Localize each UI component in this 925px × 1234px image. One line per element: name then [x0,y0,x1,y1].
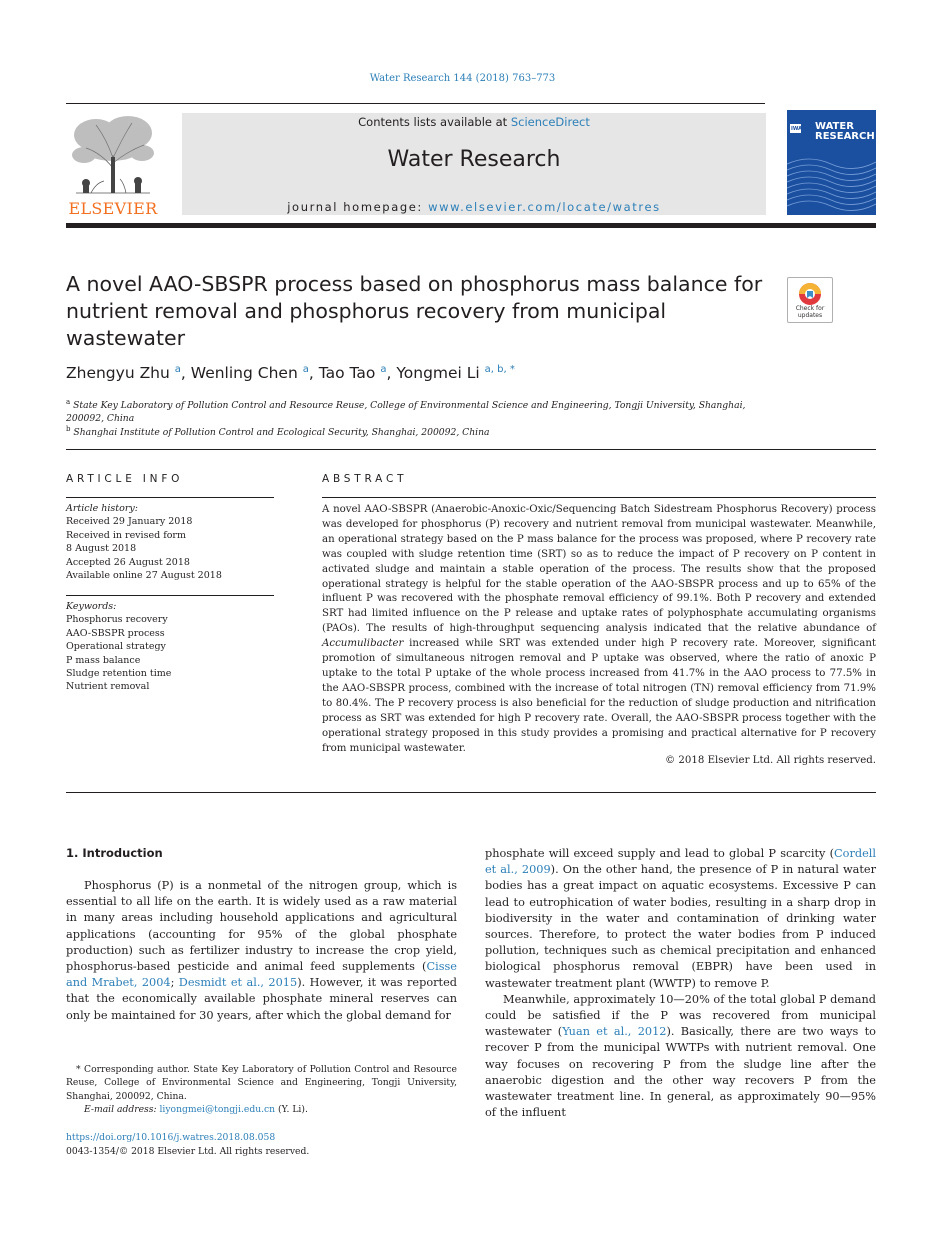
author-affiliation-mark[interactable]: a [174,364,181,375]
article-info-heading: ARTICLE INFO [66,473,184,485]
keyword: Operational strategy [66,641,166,653]
email-link[interactable]: liyongmei@tongji.edu.cn [159,1103,276,1115]
author-separator: , [308,364,319,383]
history-item: Received in revised form [66,529,186,541]
email-suffix: (Y. Li). [275,1103,308,1115]
author-name[interactable]: Tao Tao [318,364,376,383]
intro-text: ). On the other hand, the presence of P in natural water bodies has a great impact on aquatic ecosystems. Excessive P can lead to eutrophication of water bodies, resulting in a sharp drop in biodiversity in the water and contamination of drinking water sources. Therefore, to protect the water bodies from P induced pollution, techniques such as chemical precipitation and enhanced biological phosphorus removal (EBPR) have been used in wastewater treatment plant (WWTP) to remove P. [485,863,876,990]
abstract-italic-term: Accumulibacter [322,638,404,650]
keyword: AAO-SBSPR process [66,627,165,639]
history-label: Article history: [66,503,138,514]
section-heading: 1. Introduction [66,846,163,860]
intro-text: ). However, it was reported that the economically available phosphate mineral reserves can only be maintained for 30 years, after which the global demand for [66,976,457,1022]
journal-citation[interactable]: Water Research 144 (2018) 763–773 [369,73,556,84]
corresponding-footnote [66,1063,457,1116]
abstract-copyright: © 2018 Elsevier Ltd. All rights reserved. [664,755,876,766]
contents-line [182,115,766,129]
history-item: Available online 27 August 2018 [66,570,222,582]
intro-text: Phosphorus (P) is a nonmetal of the nitrogen group, which is essential to all life on the earth. It is widely used as a raw material in many areas including household applications and agricultural applications (accounting for 95% of the global phosphate production) such as fertilizer industry to increase the crop yield, phosphorus-based pesticide and animal feed supplements ( [66,879,457,974]
intro-text: phosphate will exceed supply and lead to global P scarcity ( [485,847,834,860]
keyword: Phosphorus recovery [66,614,168,626]
divider [66,449,876,450]
intro-right-column [485,846,876,1121]
abstract-heading: ABSTRACT [322,473,408,485]
author-affiliation-mark[interactable]: a [380,364,387,375]
crossmark-line2: updates [797,312,823,319]
author-name[interactable]: Yongmei Li [396,364,480,383]
cover-badge: IWA [791,126,803,132]
reference-link[interactable]: Cisse and Mrabet, 2004 [66,960,457,990]
author-affiliation-mark[interactable]: a, b, * [484,364,515,375]
divider [322,497,876,498]
intro-text: Meanwhile, approximately 10—20% of the total global P demand could be satisfied if the P was recovered from municipal wastewater ( [485,992,876,1039]
keyword: Nutrient removal [66,681,150,693]
author-affiliation-mark[interactable]: a [302,364,309,375]
author-name[interactable]: Wenling Chen [190,364,298,383]
email-label: E-mail address: [84,1103,160,1115]
author-name[interactable]: Zhengyu Zhu [66,364,170,383]
cover-title-line1: WATER [815,121,854,132]
doi-text[interactable]: https://doi.org/10.1016/j.watres.2018.08.058 [66,1132,276,1143]
affiliation-mark: a [66,398,71,406]
history-item: Received 29 January 2018 [66,516,193,528]
reference-link[interactable]: Yuan et al., 2012 [562,1025,667,1039]
author-separator: , [180,364,191,383]
elsevier-wordmark: ELSEVIER [68,199,158,218]
affiliation-b [66,423,766,439]
journal-homepage-line [182,200,766,214]
crossmark-badge[interactable] [787,277,833,323]
reference-link[interactable]: Cordell et al., 2009 [485,847,876,877]
article-history [66,502,274,582]
cover-title-line2: RESEARCH [815,131,875,142]
intro-text: ). Basically, there are two ways to recover P from the municipal WWTPs with nutrient removal. One way focuses on recovering P from the sludge line after the anaerobic digestion and the other way recovers P from the wastewater treatment line. In general, as approximately 90—95% of the influent [485,1025,876,1120]
keyword: P mass balance [66,654,141,666]
issn-line: 0043-1354/© 2018 Elsevier Ltd. All rights reserved. [66,1146,310,1157]
crossmark-line1: Check for [795,305,825,312]
homepage-prefix: journal homepage: [287,200,429,214]
email-line [66,1103,457,1116]
abstract-part: A novel AAO-SBSPR (Anaerobic-Anoxic-Oxic/Sequencing Batch Sidestream Phosphorus Recovery) process was developed for phosphorus (P) recovery and nutrient removal from municipal wastewater. Meanwhile, an operational strategy based on the P mass balance for the process was proposed, where P recovery rate was coupled with sludge retention time (SRT) so as to reduce the impact of P recovery on P content in activated sludge and maintain a stable operation of the process. The results show that the proposed operational strategy is helpful for the stable operation of the AAO-SBSPR process and up to 65% of the influent P was recovered with the phosphate removal efficiency of 99.1%. Both P recovery and extended SRT had limited influence on the P release and uptake rates of polyphosphate accumulating organisms (PAOs). The results of high-throughput sequencing analysis indicated that the relative abundance of [322,504,876,635]
keywords-label: Keywords: [66,601,117,612]
reference-separator: ; [170,976,179,990]
journal-cover-image [787,104,876,215]
author-list [66,364,515,382]
homepage-link[interactable]: www.elsevier.com/locate/watres [428,200,661,214]
history-item: 8 August 2018 [66,543,137,555]
corresponding-author-note: * Corresponding author. State Key Laboratory of Pollution Control and Resource Reuse, College of Environmental Science and Engineering, Tongji University, Shanghai, 200092, China. [66,1064,457,1102]
divider [66,497,274,498]
affiliation-text: Shanghai Institute of Pollution Control and Ecological Security, Shanghai, 200092, China [73,427,490,439]
abstract-text [322,503,876,756]
journal-title: Water Research [387,147,561,172]
divider [66,792,876,793]
author-separator: , [386,364,397,383]
history-item: Accepted 26 August 2018 [66,556,190,568]
header-thick-rule [66,223,876,228]
abstract-part: increased while SRT was extended under high P recovery rate. Moreover, significant promotion of simultaneous nitrogen removal and P uptake was observed, where the ratio of anoxic P uptake to the total P uptake of the whole process increased from 41.7% in the AAO process to 77.5% in the AAO-SBSPR process, combined with the increase of total nitrogen (TN) removal efficiency from 71.9% to 80.4%. The P recovery process is also beneficial for the reduction of sludge production and nitrification process as SRT was extended for high P recovery rate. Overall, the AAO-SBSPR process together with the operational strategy proposed in this study provides a promising and practical alternative for P recovery from municipal wastewater. [322,638,876,754]
article-title: A novel AAO-SBSPR process based on phosphorus mass balance for nutrient removal and phosphorus recovery from municipal wastewater [66,272,763,350]
keywords [66,600,274,694]
reference-link[interactable]: Desmidt et al., 2015 [178,976,298,990]
affiliation-text: State Key Laboratory of Pollution Control and Resource Reuse, College of Environmental Science and Engineering, Tongji University, Shanghai, 200092, China [66,400,746,425]
doi-link[interactable] [66,1131,275,1144]
header-rule [66,103,765,104]
keyword: Sludge retention time [66,668,172,680]
intro-left-column [66,878,457,1024]
affiliation-mark: b [66,425,71,433]
sciencedirect-link[interactable]: ScienceDirect [510,115,590,129]
affiliation-a [66,396,766,425]
contents-prefix: Contents lists available at [358,115,511,129]
divider [66,595,274,596]
